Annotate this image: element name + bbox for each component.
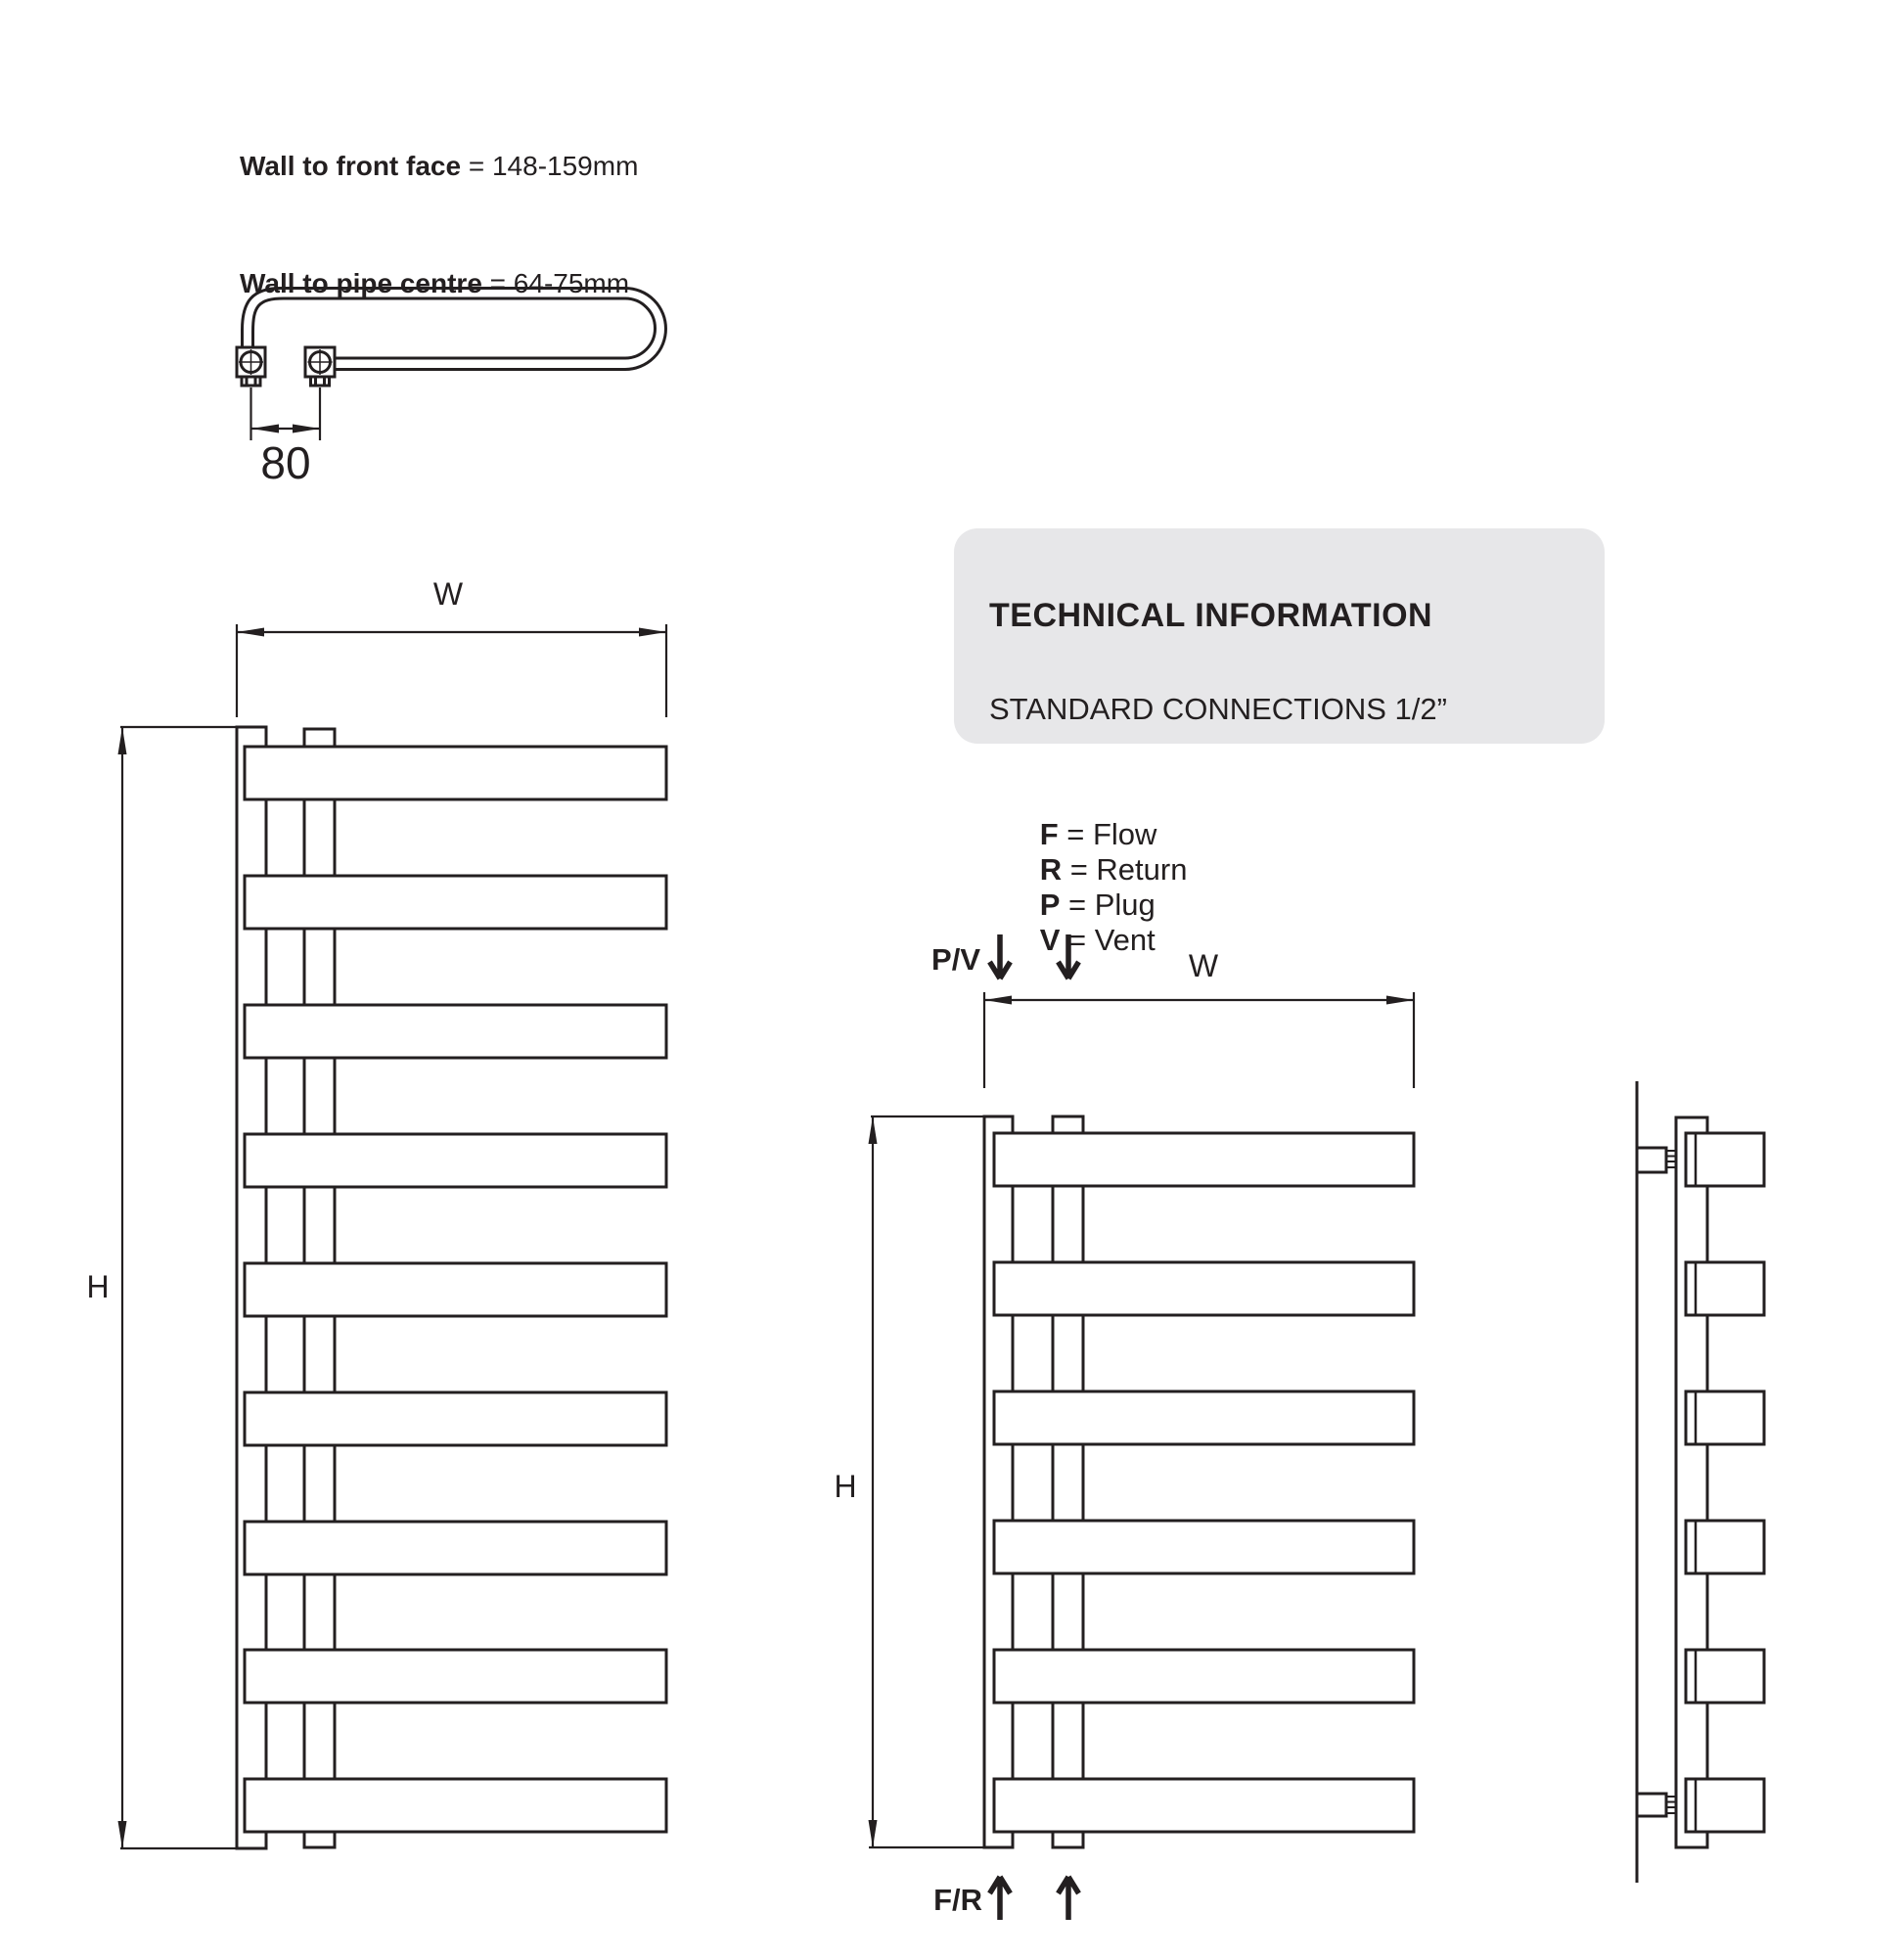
- towel-bar: [245, 1779, 666, 1832]
- towel-bar: [245, 1005, 666, 1058]
- towel-bar: [245, 1263, 666, 1316]
- connection-block-right: [305, 347, 335, 386]
- arrowhead-left-icon: [984, 996, 1012, 1005]
- up-arrow-icon: [1059, 1877, 1079, 1920]
- towel-bar: [994, 1521, 1414, 1573]
- towel-bar: [245, 876, 666, 929]
- towel-bar: [245, 1650, 666, 1703]
- towel-bar-end: [1686, 1521, 1764, 1573]
- towel-bar-end: [1686, 1650, 1764, 1703]
- bracket-body: [1637, 1148, 1666, 1172]
- legend-plug-desc: = Plug: [1060, 888, 1156, 922]
- towel-bar-end: [1686, 1779, 1764, 1832]
- wall-bracket-top: [1637, 1148, 1676, 1172]
- arrowhead-right-icon: [293, 425, 320, 433]
- technical-information-title: TECHNICAL INFORMATION: [989, 597, 1433, 634]
- standard-connections-subtitle: STANDARD CONNECTIONS 1/2”: [989, 692, 1447, 726]
- arrowhead-right-icon: [639, 628, 666, 637]
- towel-bar: [994, 1133, 1414, 1186]
- legend-vent-desc: = Vent: [1060, 923, 1156, 957]
- plug-vent-label: P/V: [931, 942, 980, 977]
- flow-return-label: F/R: [933, 1883, 982, 1917]
- riser-tube-profile: [1676, 1117, 1707, 1847]
- legend-flow-desc: = Flow: [1058, 817, 1157, 851]
- towel-bar: [994, 1650, 1414, 1703]
- connection-block-left: [237, 347, 265, 386]
- towel-bar-end: [1686, 1133, 1764, 1186]
- width-dimension: [984, 992, 1414, 1088]
- down-arrow-icon: [1059, 934, 1079, 979]
- riser-tube-2: [1053, 1116, 1083, 1847]
- width-dimension: [237, 624, 666, 717]
- arrowhead-up-icon: [869, 1116, 878, 1144]
- valve-nut-inner: [316, 377, 325, 386]
- towel-bar-ends: [1686, 1133, 1764, 1832]
- pipe-spacing-value: 80: [260, 437, 311, 488]
- towel-bar: [245, 1392, 666, 1445]
- width-dim-label: W: [1188, 948, 1219, 983]
- front-view-six-bar: [834, 934, 1414, 1920]
- pipe-spacing-dimension: [251, 387, 321, 440]
- wall-to-pipe-centre-value: = 64-75mm: [481, 268, 630, 298]
- legend-plug-key: P: [1039, 888, 1061, 922]
- up-arrow-icon: [990, 1877, 1011, 1920]
- legend-vent-key: V: [1039, 923, 1061, 957]
- top-view-plan: [237, 289, 665, 489]
- height-dim-label: H: [834, 1469, 857, 1504]
- width-dim-label: W: [432, 576, 464, 612]
- front-view-nine-bar: [86, 576, 666, 1848]
- towel-bar: [994, 1391, 1414, 1444]
- towel-bar: [245, 1134, 666, 1187]
- towel-bar: [994, 1262, 1414, 1315]
- side-view: [1637, 1081, 1764, 1883]
- wall-to-front-face-value: = 148-159mm: [461, 151, 639, 181]
- arrowhead-left-icon: [251, 425, 279, 433]
- riser-tube-1: [984, 1116, 1013, 1847]
- wall-to-pipe-centre-label: Wall to pipe centre: [240, 268, 482, 298]
- height-dim-label: H: [86, 1269, 110, 1304]
- valve-nut-inner: [247, 377, 255, 386]
- legend-return-key: R: [1039, 852, 1063, 887]
- down-arrow-icon: [990, 934, 1011, 979]
- arrowhead-down-icon: [869, 1820, 878, 1847]
- arrowhead-left-icon: [237, 628, 264, 637]
- towel-bar: [994, 1779, 1414, 1832]
- arrowhead-right-icon: [1386, 996, 1414, 1005]
- legend-flow-key: F: [1039, 817, 1059, 851]
- bracket-body: [1637, 1794, 1666, 1816]
- legend-return-desc: = Return: [1062, 852, 1188, 887]
- towel-bar: [245, 747, 666, 799]
- wall-to-front-face-label: Wall to front face: [240, 151, 462, 181]
- arrowhead-up-icon: [118, 727, 127, 754]
- height-dimension: [869, 1116, 1014, 1847]
- wall-bracket-bottom: [1637, 1794, 1676, 1816]
- towel-bar: [245, 1522, 666, 1574]
- arrowhead-down-icon: [118, 1821, 127, 1848]
- towel-bar-end: [1686, 1391, 1764, 1444]
- towel-bar-end: [1686, 1262, 1764, 1315]
